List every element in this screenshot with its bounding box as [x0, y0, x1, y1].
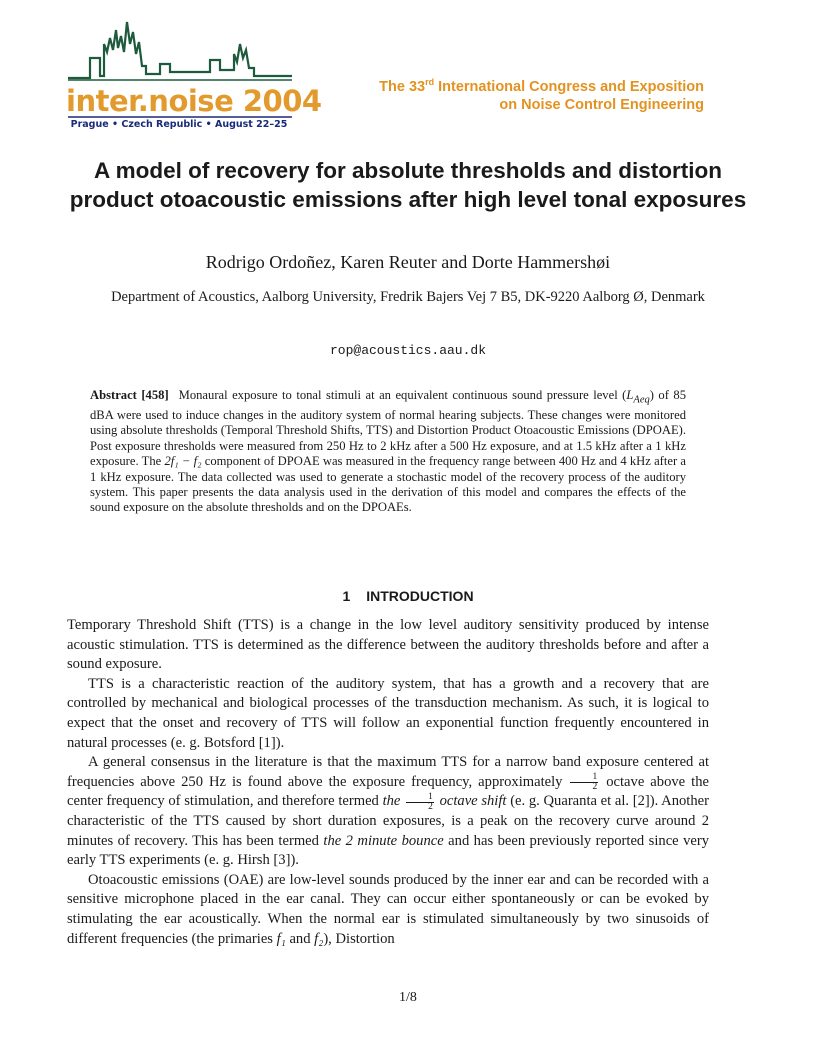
congress-heading: The 33rd International Congress and Exposition on Noise Control Engineering: [379, 77, 704, 113]
fraction-half: $\frac{1}{2}$: [570, 773, 598, 792]
logo-subtitle: Prague • Czech Republic • August 22–25: [70, 119, 288, 130]
logo-wordmark: inter.noise 2004: [66, 84, 322, 118]
paragraph: TTS is a characteristic reaction of the auditory system, that has a growth and a recovery that are controlled by mechanical and biological processes of the transduction mechanism. As such, it is logical to expect that the onset and recovery of TTS will follow an exponential function frequently encountered in natural processes (e. g. Botsford [1]).: [67, 675, 709, 751]
paragraph: A general consensus in the literature is that the maximum TTS for a narrow band exposure centered at frequencies above 250 Hz is found above the exposure frequency, approximately $\frac{1}{2}$ octave above the center frequency of stimulation, and therefore termed the $\frac{1}{2}$ octave shift (e. g. Quaranta et al. [2]). Another characteristic of the TTS caused by short duration exposures, is a peak on the recovery curve around 2 minutes of recovery. This has been termed the 2 minute bounce and has been previously reported since very early TTS experiments (e. g. Hirsh [3]).: [67, 754, 710, 869]
author-email: rop@acoustics.aau.dk: [329, 343, 487, 358]
abstract-label: Abstract [458]: [90, 388, 169, 402]
paragraph: Otoacoustic emissions (OAE) are low-level sounds produced by the inner ear and can be recorded with a sensitive microphone placed in the ear canal. They can occur either spontaneously or can be evoked by stimulating the ear acoustically. When the normal ear is stimulated simultaneously by two sinusoids of different frequencies (the primaries f₁ and f₂), Distortion: [67, 871, 709, 947]
abstract: Abstract [458] Monaural exposure to tonal stimuli at an equivalent continuous sound pressure level $(L_{Aeq})$ of 85 dBA were used to induce changes in the auditory system of normal hearing subjects. These changes were monitored using absolute thresholds (Temporal Threshold Shifts, TTS) and Distortion Product Otoacoustic Emissions (DPOAE). Post exposure thresholds were measured from 250 Hz to 2 kHz after a 500 Hz exposure, and at 1.5 kHz after a 1 kHz exposure. The 2f₁ − f₂ component of DPOAE was measured in the frequency range between 400 Hz and 4 kHz after a 1 kHz exposure. The data collected was used to generate a stochastic model of the recovery process of the auditory system. This paper presents the data analysis used in the derivation of this model and compares the effects of the sound exposure on the absolute thresholds and on the DPOAEs.: [90, 388, 687, 515]
body-text: [67, 616, 709, 949]
paragraph: Temporary Threshold Shift (TTS) is a change in the low level auditory sensitivity produced by intense acoustic stimulation. TTS is determined as the difference between the auditory thresholds before and after a sound exposure.: [67, 617, 709, 673]
paper-title: A model of recovery for absolute thresholds and distortion product otoacoustic emissions after high level tonal exposures: [69, 158, 747, 212]
page-number: 1/8: [399, 990, 417, 1005]
prague-skyline-icon: [68, 22, 292, 78]
fraction-half: $\frac{1}{2}$: [406, 793, 434, 812]
paper-authors: Rodrigo Ordoñez, Karen Reuter and Dorte Hammershøi: [205, 252, 611, 272]
section-heading: 1 INTRODUCTION: [342, 588, 474, 604]
paper-affiliation: Department of Acoustics, Aalborg University, Fredrik Bajers Vej 7 B5, DK-9220 Aalborg Ø, Denmark: [111, 289, 705, 305]
